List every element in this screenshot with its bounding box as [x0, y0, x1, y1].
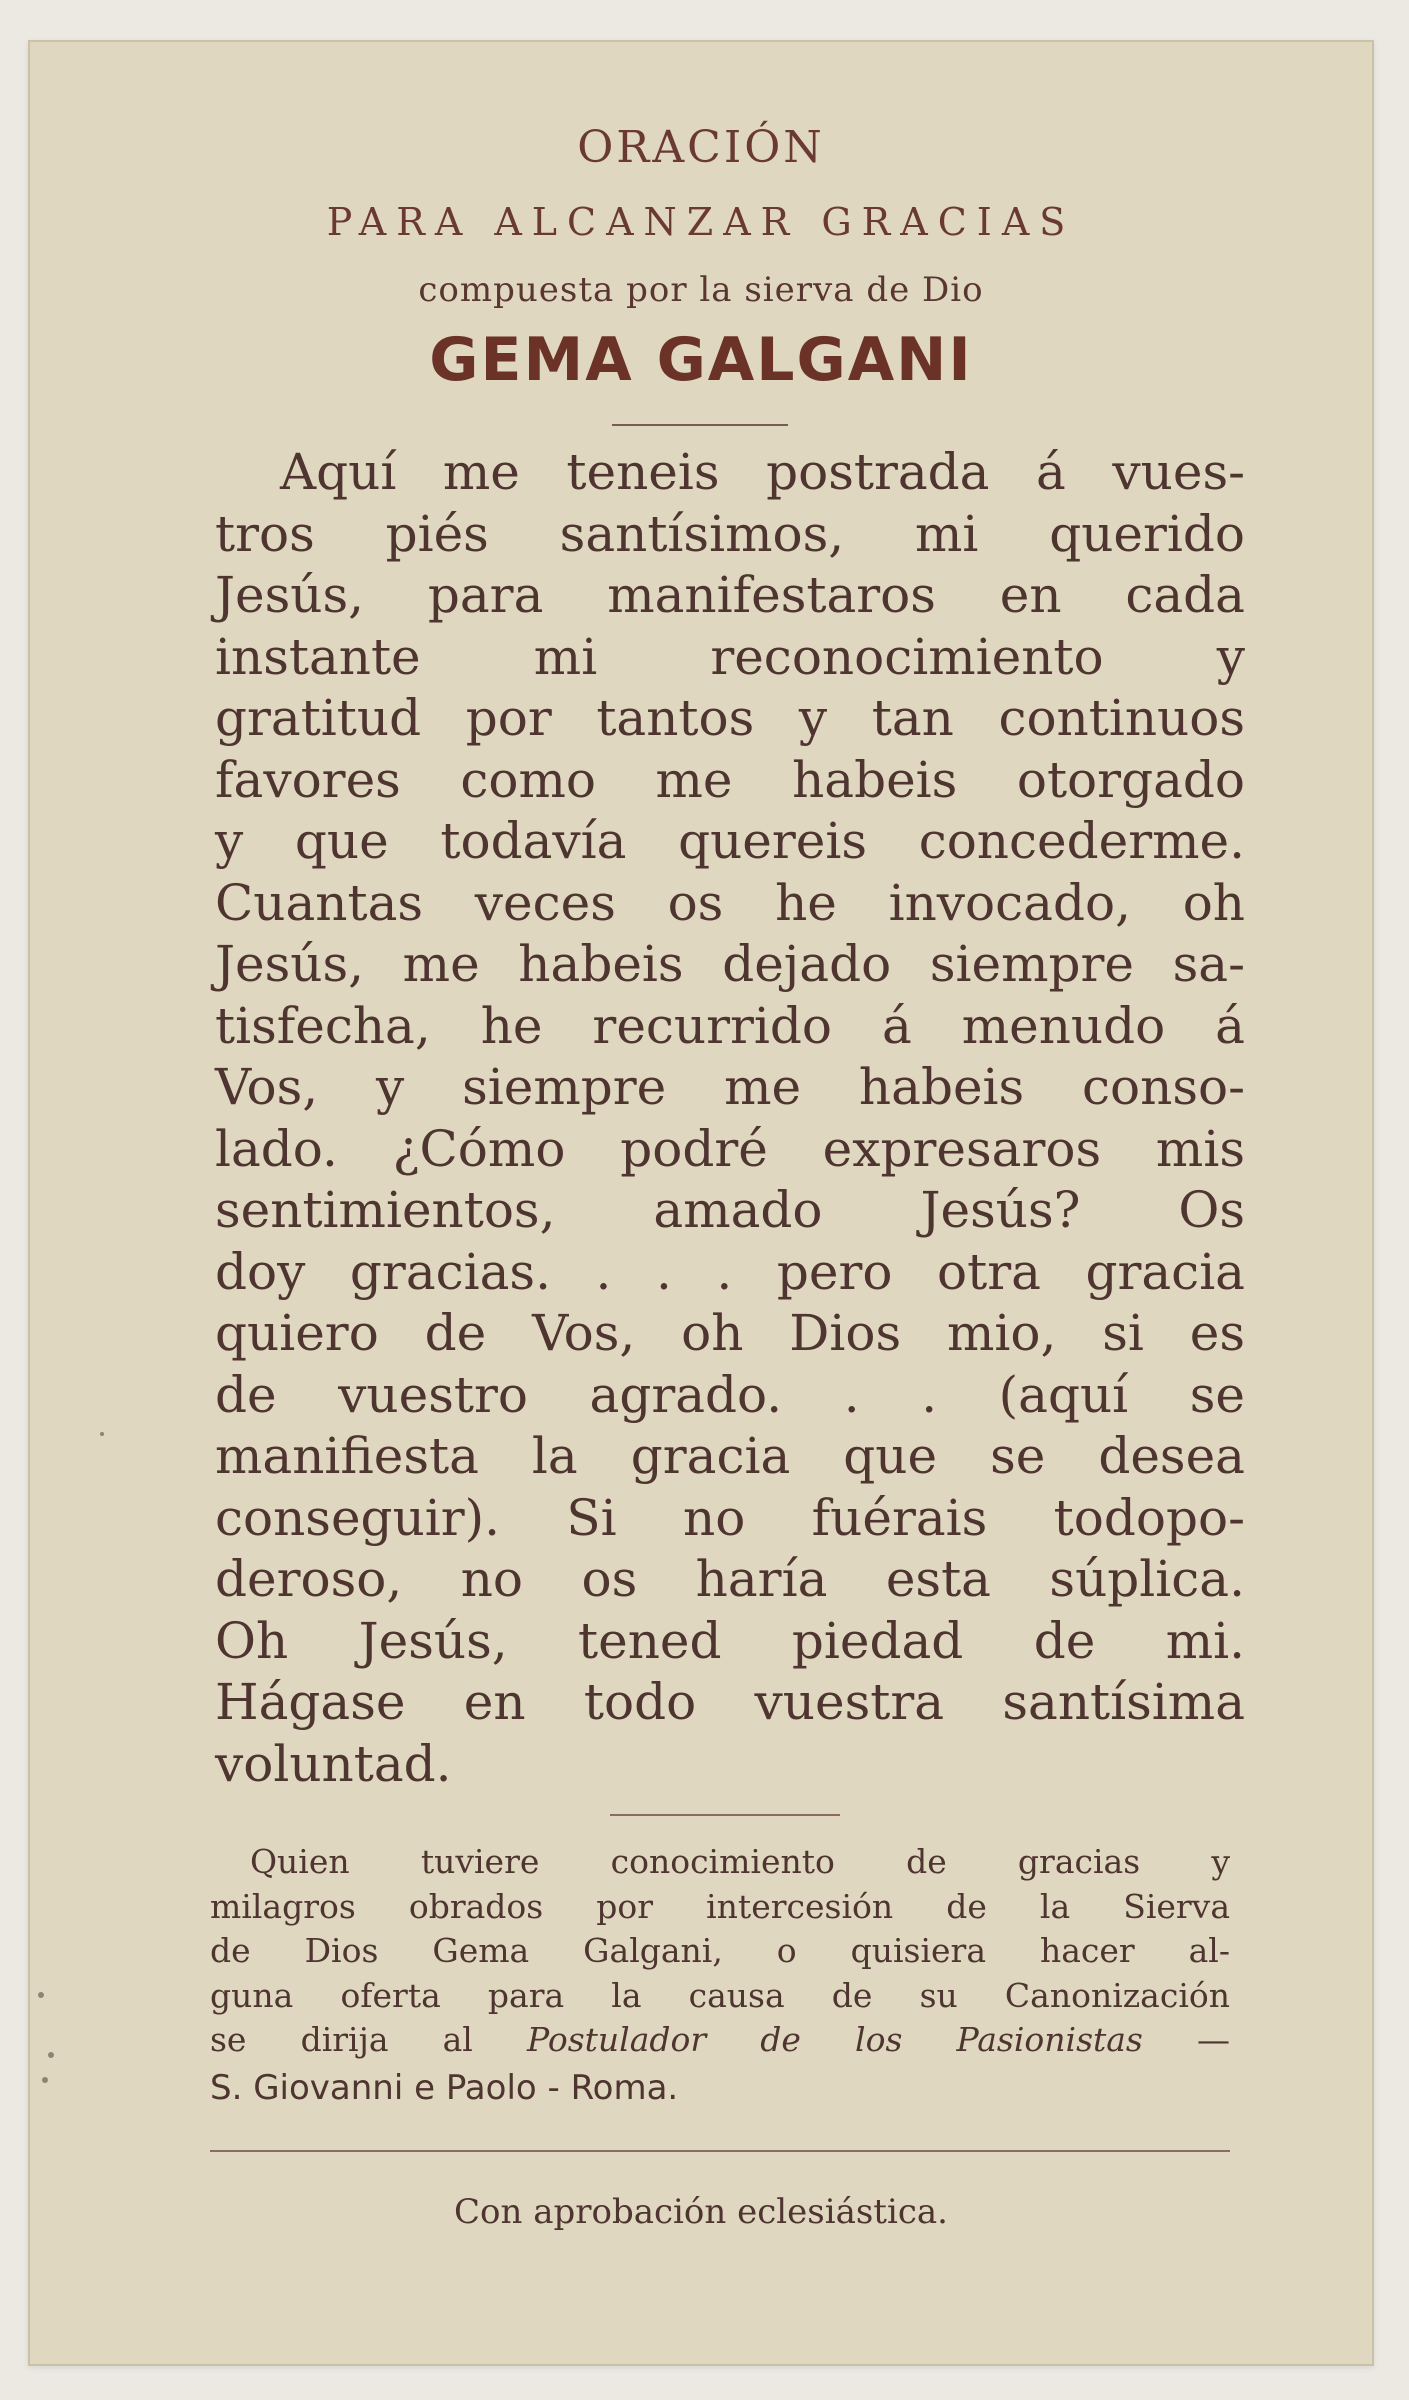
paper-speck	[42, 2077, 48, 2083]
note-line: Quien tuviere conocimiento de gracias y	[250, 1842, 1230, 1881]
prayer-line: sentimientos, amado Jesús? Os	[215, 1181, 1245, 1239]
postal-address: S. Giovanni e Paolo - Roma.	[210, 2067, 679, 2108]
title-divider	[612, 424, 788, 426]
prayer-line: quiero de Vos, oh Dios mio, si es	[215, 1304, 1245, 1362]
prayer-line: instante mi reconocimiento y	[215, 627, 1245, 686]
prayer-line: Cuantas veces os he invocado, oh	[215, 873, 1245, 932]
composed-by-line: compuesta por la sierva de Dio	[418, 270, 984, 310]
prayer-line: Vos, y siempre me habeis conso-	[215, 1058, 1245, 1116]
paper-speck	[100, 1432, 104, 1436]
approval-text: Con aprobación eclesiástica.	[454, 2192, 948, 2232]
prayer-text	[215, 442, 1245, 1795]
prayer-line: voluntad.	[215, 1734, 452, 1793]
prayer-line: conseguir). Si no fuérais todopo-	[215, 1488, 1245, 1547]
prayer-line: deroso, no os haría esta súplica.	[215, 1550, 1245, 1608]
prayer-line: Oh Jesús, tened piedad de mi.	[215, 1611, 1245, 1670]
note-line: guna oferta para la causa de su Canonización	[210, 1975, 1230, 2015]
postulator-name: Postulador de los Pasionistas	[526, 2020, 1143, 2059]
prayer-card	[28, 40, 1374, 2366]
prayer-line: Jesús, me habeis dejado siempre sa-	[215, 935, 1245, 993]
note-line: milagros obrados por intercesión de la Sierva	[210, 1886, 1230, 1926]
prayer-line: favores como me habeis otorgado	[215, 750, 1245, 809]
prayer-line: tros piés santísimos, mi querido	[215, 504, 1245, 563]
note-divider	[610, 1814, 840, 1816]
note-prefix: se dirija al	[210, 2020, 473, 2059]
author-name: GEMA GALGANI	[429, 325, 973, 395]
card-subtitle: PARA ALCANZAR GRACIAS	[326, 200, 1076, 244]
prayer-line: lado. ¿Cómo podré expresaros mis	[215, 1119, 1245, 1178]
prayer-line: y que todavía quereis concederme.	[215, 812, 1245, 870]
postulation-note	[210, 1840, 1230, 2113]
prayer-line: manifiesta la gracia que se desea	[215, 1427, 1245, 1485]
note-line-postulator	[210, 2018, 1230, 2063]
prayer-line: Hágase en todo vuestra santísima	[215, 1673, 1245, 1731]
prayer-line: Jesús, para manifestaros en cada	[215, 566, 1245, 624]
paper-speck	[48, 2052, 54, 2058]
prayer-line: tisfecha, he recurrido á menudo á	[215, 996, 1245, 1055]
note-line: de Dios Gema Galgani, o quisiera hacer al-	[210, 1931, 1230, 1970]
card-title: ORACIÓN	[577, 122, 825, 173]
prayer-line: gratitud por tantos y tan continuos	[215, 689, 1245, 747]
note-dash: —	[1197, 2020, 1230, 2059]
prayer-line: doy gracias. . . . pero otra gracia	[215, 1242, 1245, 1301]
footer-divider	[210, 2150, 1230, 2152]
paper-speck	[38, 1992, 44, 1998]
prayer-line: de vuestro agrado. . . (aquí se	[215, 1365, 1245, 1424]
prayer-line: Aquí me teneis postrada á vues-	[280, 443, 1245, 501]
